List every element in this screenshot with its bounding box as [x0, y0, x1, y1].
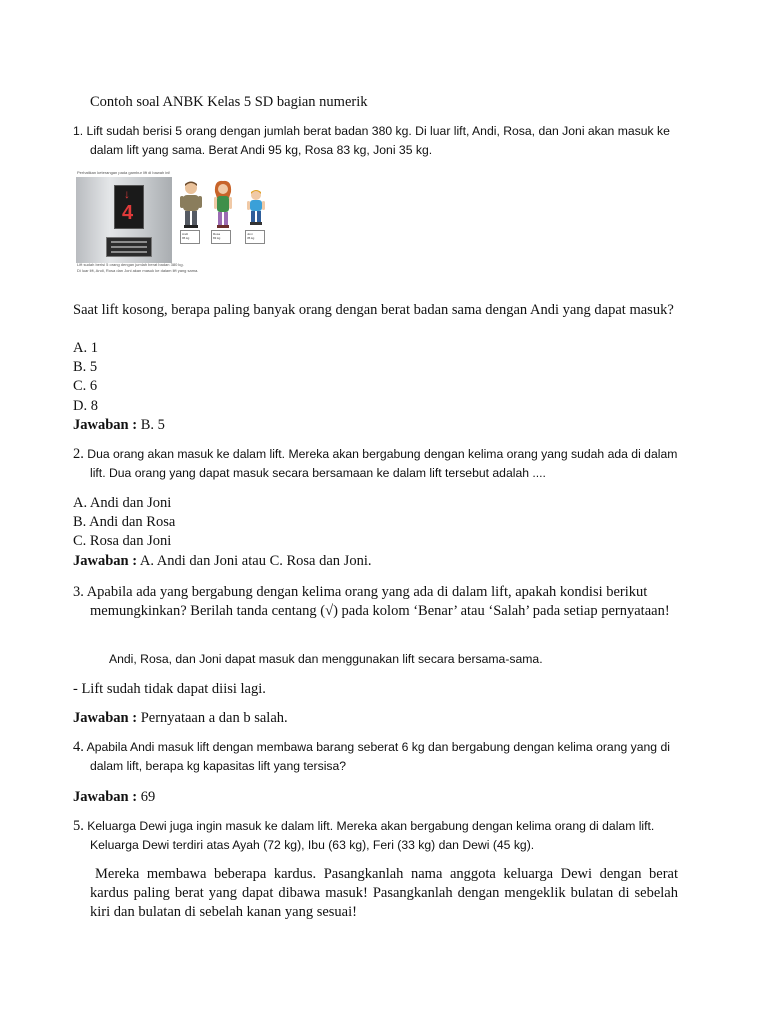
q3-statement-2: - Lift sudah tidak dapat diisi lagi. — [73, 681, 266, 697]
tag-rosa: Rosa 83 kg — [211, 230, 231, 244]
lift-floor-display — [114, 185, 144, 229]
lift-illustration — [75, 170, 271, 288]
q4-answer: Jawaban : 69 — [73, 789, 156, 805]
question-4-stem: 4. Apabila Andi masuk lift dengan membawa barang seberat 6 kg dan bergabung dengan kelima orang yang di dalam lift, berapa kg kapasitas lift yang tersisa? — [73, 739, 670, 773]
q3-answer: Jawaban : Pernyataan a dan b salah. — [73, 710, 288, 726]
question-1-stem: 1. Lift sudah berisi 5 orang dengan jumlah berat badan 380 kg. Di luar lift, Andi, Rosa, dan Joni akan masuk ke dalam lift yang sama. Berat Andi 95 kg, Rosa 83 kg, Joni 35 kg. — [73, 124, 670, 157]
down-arrow-icon: ↓ — [124, 187, 130, 201]
lift-capacity-plate — [106, 237, 152, 257]
andi-figure-icon — [178, 180, 204, 230]
q1-option-d: D. 8 — [73, 398, 98, 414]
q2-option-b: B. Andi dan Rosa — [73, 514, 176, 530]
q2-option-a: A. Andi dan Joni — [73, 495, 172, 511]
tag-joni: Joni 35 kg — [245, 230, 265, 244]
question-2-stem: 2. Dua orang akan masuk ke dalam lift. Mereka akan bergabung dengan kelima orang yang sudah ada di dalam lift. Dua orang yang dapat masuk secara bersamaan ke dalam lift tersebut adalah .... — [73, 446, 678, 480]
joni-figure-icon — [246, 188, 266, 228]
floor-number: 4 — [122, 202, 134, 224]
tag-andi: Andi 95 kg — [180, 230, 200, 244]
q1-option-c: C. 6 — [73, 378, 98, 394]
q1-answer: Jawaban : B. 5 — [73, 417, 165, 433]
question-3-stem: 3. Apabila ada yang bergabung dengan kelima orang yang ada di dalam lift, apakah kondisi berikut memungkinkan? Berilah tanda centang (√) pada kolom ‘Benar’ atau ‘Salah’ pada setiap pernyataan! — [73, 584, 670, 619]
page-title: Contoh soal ANBK Kelas 5 SD bagian numerik — [90, 94, 368, 110]
q2-option-c: C. Rosa dan Joni — [73, 533, 172, 549]
q5-paragraph: Mereka membawa beberapa kardus. Pasangkanlah nama anggota keluarga Dewi dengan berat kardus paling berat yang dapat dibawa masuk! Pasangkanlah dengan mengeklik bulatan di sebelah kiri dan bulatan di sebelah kanan yang sesuai! — [90, 866, 678, 920]
q1-option-b: B. 5 — [73, 359, 98, 375]
figure-caption-top: Perhatikan keterangan pada gambur lift di bawah ini! — [77, 170, 171, 175]
question-1-question: Saat lift kosong, berapa paling banyak orang dengan berat badan sama dengan Andi yang dapat masuk? — [73, 302, 674, 318]
question-5-stem: 5. Keluarga Dewi juga ingin masuk ke dalam lift. Mereka akan bergabung dengan kelima orang di dalam lift. Keluarga Dewi terdiri atas Ayah (72 kg), Ibu (63 kg), Feri (33 kg) dan Dewi (45 kg). — [73, 818, 655, 852]
q3-statement-1: Andi, Rosa, dan Joni dapat masuk dan menggunakan lift secara bersama-sama. — [109, 652, 543, 666]
rosa-figure-icon — [212, 180, 234, 230]
q2-answer: Jawaban : A. Andi dan Joni atau C. Rosa dan Joni. — [73, 553, 372, 569]
q1-option-a: A. 1 — [73, 340, 98, 356]
figure-caption-bottom: Lift sudah berisi 5 orang dengan jumlah berat badan 380 kg. Di luar lift, Andi, Rosa dan Joni akan masuk ke dalam lift yang sama. — [77, 262, 199, 273]
lift-panel — [76, 177, 172, 263]
